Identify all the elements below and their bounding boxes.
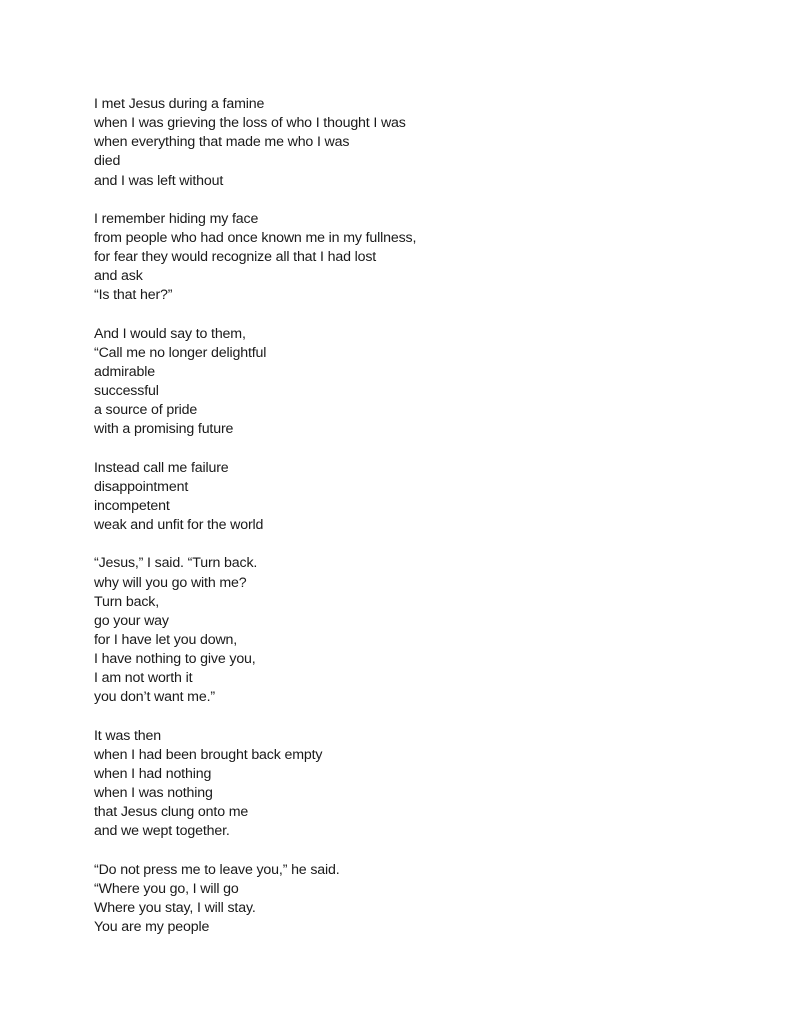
- poem-line: why will you go with me?: [94, 574, 247, 591]
- stanza-6: [94, 727, 694, 842]
- poem-line: died: [94, 153, 121, 170]
- poem-line: successful: [94, 383, 159, 400]
- poem-line: I remember hiding my face: [94, 210, 259, 227]
- poem-line: and I was left without: [94, 172, 224, 189]
- stanza-3: [94, 325, 694, 440]
- poem-line: I met Jesus during a famine: [94, 96, 265, 112]
- poem-line: from people who had once known me in my fullness,: [94, 229, 417, 246]
- poem-line: I have nothing to give you,: [94, 651, 256, 668]
- poem-line: and we wept together.: [94, 823, 230, 840]
- poem-line: with a promising future: [94, 421, 234, 438]
- poem-line: “Call me no longer delightful: [94, 344, 267, 361]
- poem-line: “Jesus,” I said. “Turn back.: [94, 555, 258, 572]
- stanza-4: [94, 459, 694, 536]
- poem-line: you don’t want me.”: [94, 689, 215, 706]
- poem-line: a source of pride: [94, 402, 198, 419]
- stanza-5: [94, 554, 694, 707]
- stanza-1: [94, 95, 694, 191]
- poem-line: when I had nothing: [94, 765, 212, 782]
- poem-line: for fear they would recognize all that I had lost: [94, 249, 377, 266]
- poem-line: Turn back,: [94, 593, 159, 610]
- poem-line: Where you stay, I will stay.: [94, 899, 256, 916]
- poem-line: disappointment: [94, 478, 189, 495]
- poem-line: incompetent: [94, 497, 170, 514]
- stanza-2: [94, 210, 694, 306]
- poem-line: “Do not press me to leave you,” he said.: [94, 861, 340, 878]
- poem-line: “Is that her?”: [94, 287, 173, 304]
- poem-line: for I have let you down,: [94, 631, 238, 648]
- poem-line: “Where you go, I will go: [94, 880, 239, 897]
- poem-line: It was then: [94, 727, 161, 744]
- poem-line: weak and unfit for the world: [94, 517, 264, 534]
- poem-line: admirable: [94, 363, 155, 380]
- poem-line: that Jesus clung onto me: [94, 804, 249, 821]
- poem-line: You are my people: [94, 919, 210, 936]
- poem-line: when I had been brought back empty: [94, 746, 323, 763]
- poem-body: [94, 95, 694, 956]
- poem-line: when I was nothing: [94, 785, 213, 802]
- poem-line: And I would say to them,: [94, 325, 246, 342]
- poem-line: when I was grieving the loss of who I thought I was: [94, 115, 406, 132]
- poem-line: I am not worth it: [94, 670, 193, 687]
- poem-line: when everything that made me who I was: [94, 134, 350, 151]
- stanza-7: [94, 861, 694, 938]
- poem-line: and ask: [94, 268, 143, 285]
- poem-line: Instead call me failure: [94, 459, 229, 476]
- poem-line: go your way: [94, 612, 169, 629]
